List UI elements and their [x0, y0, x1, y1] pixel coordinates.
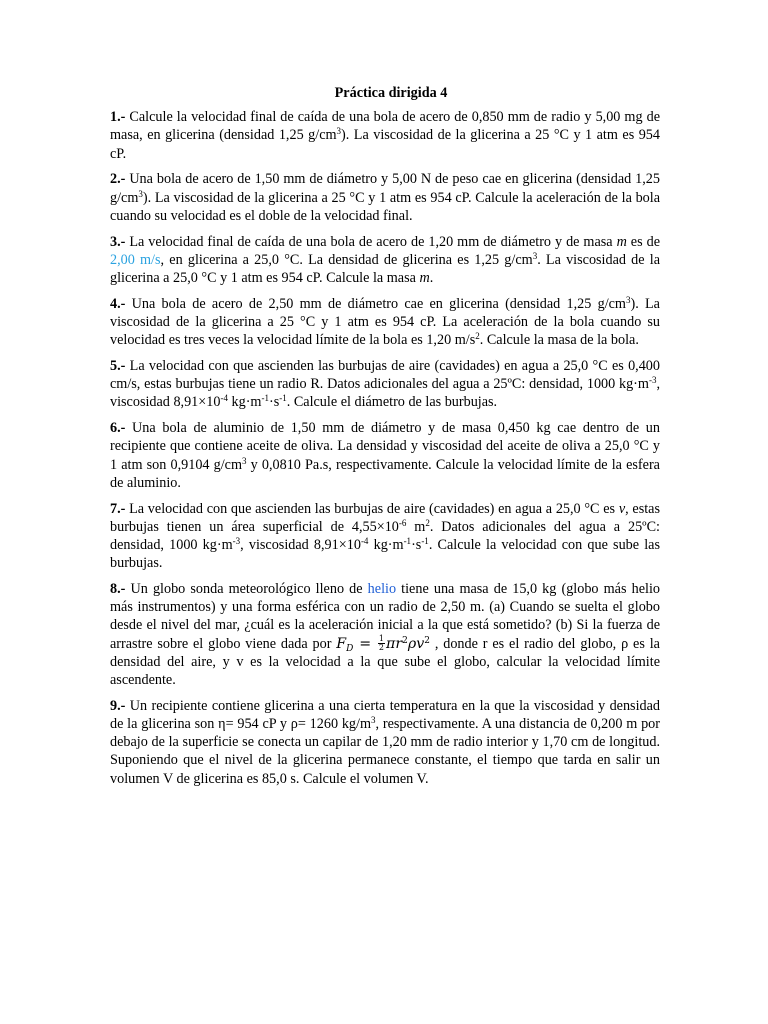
- formula-fraction: [378, 635, 385, 652]
- problem-9: [110, 697, 660, 788]
- superscript: 3: [625, 294, 631, 305]
- problem-text: Un globo sonda meteorológico lleno de: [125, 581, 368, 598]
- problem-text: , viscosidad 8,91×10: [110, 376, 660, 411]
- problem-4: [110, 295, 660, 350]
- problem-number: 3.-: [110, 233, 126, 250]
- formula-subscript: D: [346, 643, 354, 654]
- superscript: -1: [261, 393, 269, 404]
- problem-text: ). La viscosidad de la glicerina a 25 °C y 1 atm es 954 cP. Calcule la aceleración de la bola cuando su velocidad es el doble de la velocidad final.: [110, 189, 660, 224]
- problem-text: . Calcule la velocidad con que sube las burbujas.: [110, 537, 660, 572]
- problem-text: . Calcule la masa de la bola.: [479, 332, 639, 349]
- helio-link[interactable]: helio: [367, 581, 397, 598]
- problem-text: , respectivamente. A una distancia de 0,200 m por debajo de la superficie se conecta un capilar de 1,20 mm de radio interior y 1,70 cm de longitud. Suponiendo que el nivel de la glicerina permanece constante, el tiempo que tarda en salir un volumen V de glicerina es 85,0 s. Calcule el volumen V.: [110, 716, 660, 787]
- page-title: Práctica dirigida 4: [334, 85, 448, 101]
- superscript: -1: [403, 536, 412, 547]
- superscript: 3: [242, 455, 247, 466]
- document-page: [110, 84, 660, 795]
- problem-number: 2.-: [110, 171, 126, 188]
- velocity-link[interactable]: 2,00 m/s: [110, 251, 161, 268]
- problem-number: 1.-: [110, 109, 126, 126]
- superscript: -4: [360, 536, 369, 547]
- problem-text: , estas burbujas tienen un área superficial de 4,55×10: [110, 500, 660, 535]
- superscript: 2: [402, 635, 408, 646]
- problem-text: y 0,0810 Pa.s, respectivamente. Calcule la velocidad límite de la esfera de aluminio.: [110, 456, 660, 491]
- problem-2: [110, 170, 660, 225]
- superscript: -1: [279, 393, 287, 404]
- formula-term: πr: [386, 635, 403, 652]
- problem-number: 7.-: [110, 500, 126, 517]
- superscript: 2: [424, 635, 430, 646]
- problem-text: Un recipiente contiene glicerina a una cierta temperatura en la que la viscosidad y densidad de la glicerina son η= 954 cP y ρ= 1260 kg/m: [110, 697, 660, 733]
- problem-text: ·s: [268, 394, 280, 411]
- problem-text: , donde r es el radio del globo, ρ es la densidad del aire, y v es la velocidad a la que sube el globo, calcular la velocidad límite ascendente.: [110, 635, 660, 689]
- problem-text: . Calcule el diámetro de las burbujas.: [286, 394, 498, 411]
- superscript: 2: [475, 331, 480, 342]
- superscript: -3: [232, 536, 241, 547]
- problem-number: 8.-: [110, 581, 126, 598]
- superscript: -6: [398, 517, 407, 528]
- problem-number: 4.-: [110, 295, 126, 312]
- problem-text: .: [429, 270, 434, 287]
- problem-6: [110, 419, 660, 492]
- formula-term: ρv: [407, 635, 425, 652]
- variable-m: m: [616, 233, 627, 250]
- problem-text: Una bola de aluminio de 1,50 mm de diámetro y de masa 0,450 kg cae dentro de un recipiente que contiene aceite de oliva. La densidad y viscosidad del aceite de oliva a 25,0 °C y 1 atm son 0,9104 g/cm: [110, 420, 660, 473]
- problem-text: ). La viscosidad de la glicerina a 25 °C y 1 atm es 954 cP.: [110, 127, 660, 162]
- formula-symbol: F: [336, 635, 347, 652]
- problem-text: tiene una masa de 15,0 kg (globo más helio más instrumentos) y una forma esférica con un radio de 2,50 m. (a) Cuando se suelta el globo desde el nivel del mar, ¿cuál es la aceleración inicial a la que está sometido? (b) Si la fuerza de arrastre sobre el globo viene dada por: [110, 581, 660, 652]
- problem-text: kg·m: [368, 537, 404, 554]
- problem-text: m: [406, 518, 426, 535]
- fraction-numerator: 1: [378, 634, 385, 644]
- problem-text: La velocidad final de caída de una bola de acero de 1,20 mm de diámetro y de masa: [125, 233, 617, 250]
- superscript: -1: [421, 536, 429, 547]
- superscript: -4: [220, 393, 228, 404]
- problem-text: La velocidad con que ascienden las burbujas de aire (cavidades) en agua a 25,0 °C es: [125, 500, 619, 517]
- drag-force-formula: [336, 636, 430, 652]
- problem-text: . La viscosidad de la glicerina a 25,0 °C y 1 atm es 954 cP. Calcule la masa: [110, 251, 661, 287]
- problem-7: [110, 500, 660, 573]
- problem-text: es de: [626, 233, 660, 250]
- problem-3: [110, 233, 660, 288]
- superscript: 3: [138, 188, 143, 199]
- superscript: -3: [648, 375, 657, 386]
- problem-text: ). La viscosidad de la glicerina a 25 °C y 1 atm es 954 cP. La aceleración de la bola cuando su velocidad es tres veces la velocidad límite de la bola es 1,20 m/s: [110, 295, 660, 349]
- problem-text: . Datos adicionales del agua a 25ºC: densidad, 1000 kg·m: [110, 518, 660, 554]
- problem-5: [110, 357, 660, 412]
- problem-8: [110, 580, 660, 689]
- problem-1: [110, 108, 660, 163]
- problem-number: 5.-: [110, 358, 126, 375]
- problem-text: Una bola de acero de 2,50 mm de diámetro cae en glicerina (densidad 1,25 g/cm: [125, 295, 626, 312]
- superscript: 2: [425, 517, 430, 528]
- superscript: 3: [336, 126, 342, 137]
- problem-text: , viscosidad 8,91×10: [240, 537, 361, 554]
- problem-text: Una bola de acero de 1,50 mm de diámetro y 5,00 N de peso cae en glicerina (densidad 1,25 g/cm: [110, 171, 660, 206]
- problem-number: 9.-: [110, 697, 126, 714]
- variable-v: v: [618, 500, 626, 517]
- superscript: 3: [532, 250, 538, 261]
- problem-text: Calcule la velocidad final de caída de una bola de acero de 0,850 mm de radio y 5,00 mg de masa, en glicerina (densidad 1,25 g/cm: [110, 109, 660, 144]
- superscript: 3: [371, 715, 376, 726]
- problem-text: , en glicerina a 25,0 °C. La densidad de glicerina es 1,25 g/cm: [160, 251, 533, 268]
- problem-text: kg·m: [227, 394, 262, 411]
- problem-number: 6.-: [110, 420, 126, 437]
- variable-m: m: [419, 270, 430, 287]
- fraction-denominator: 2: [378, 643, 385, 653]
- formula-equals: =: [353, 635, 377, 652]
- problem-text: ·s: [411, 537, 422, 554]
- problem-text: La velocidad con que ascienden las burbujas de aire (cavidades) en agua a 25,0 °C es 0,400 cm/s, estas burbujas tiene un radio R. Datos adicionales del agua a 25ºC: densidad, 1000 kg·m: [110, 358, 660, 393]
